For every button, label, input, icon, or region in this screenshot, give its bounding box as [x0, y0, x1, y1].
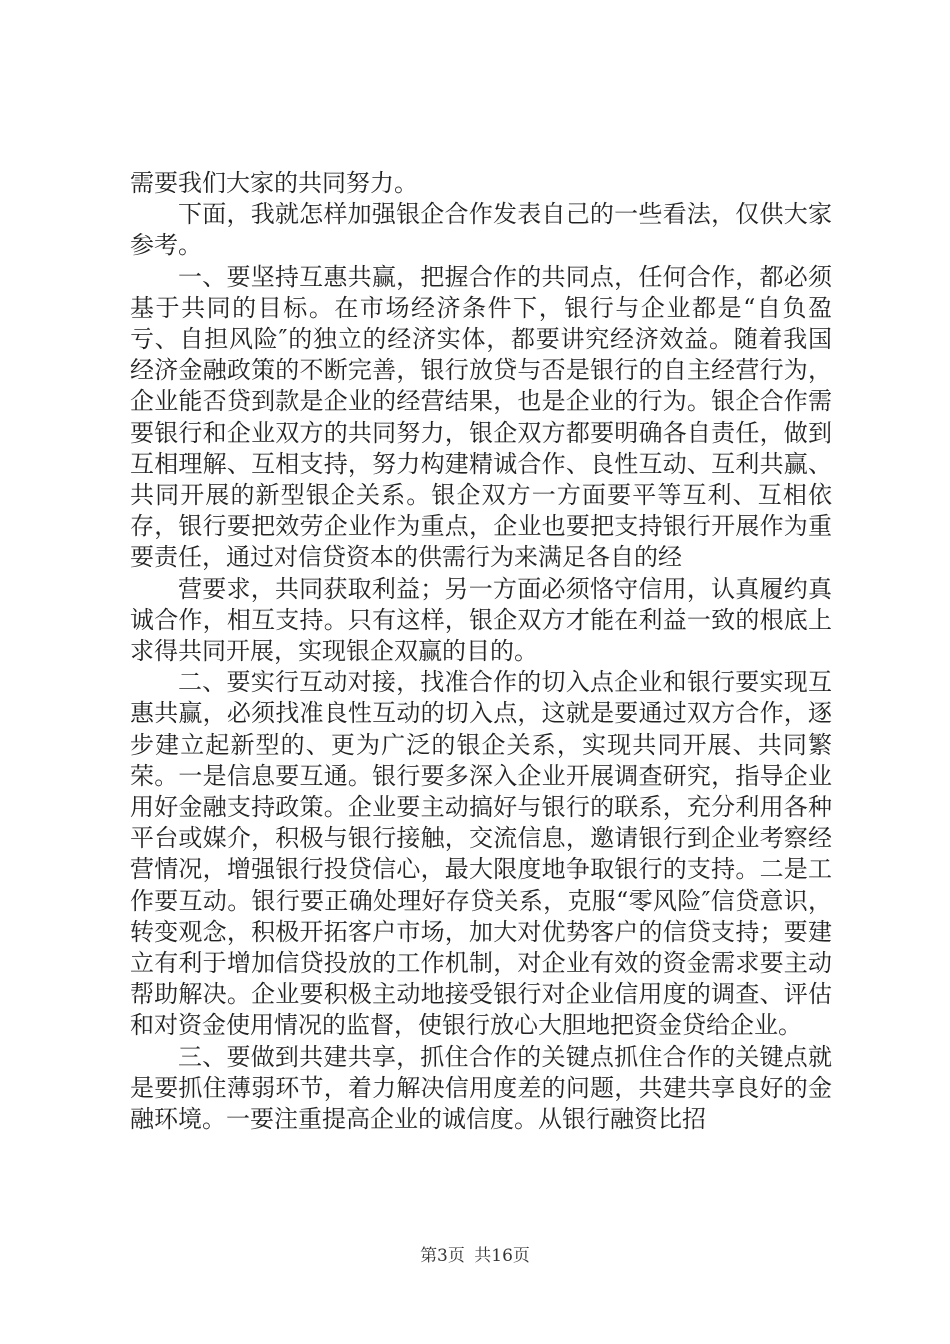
paragraph-section-two: 二、要实行互动对接，找准合作的切入点企业和银行要实现互惠共赢，必须找准良性互动的切入点，这就是要通过双方合作，逐步建立起新型的、更为广泛的银企关系，实现共同开展、共同繁荣。一是信息要互通。银行要多深入企业开展调查研究，指导企业用好金融支持政策。企业要主动搞好与银行的联系，充分利用各种平台或媒介，积极与银行接触，交流信息，邀请银行到企业考察经营情况，增强银行投贷信心，最大限度地争取银行的支持。二是工作要互动。银行要正确处理好存贷关系，克服“零风险″信贷意识，转变观念，积极开拓客户市场，加大对优势客户的信贷支持；要建立有利于增加信贷投放的工作机制，对企业有效的资金需求要主动帮助解决。企业要积极主动地接受银行对企业信用度的调查、评估和对资金使用情况的监督，使银行放心大胆地把资金贷给企业。 [130, 668, 832, 1040]
paragraph-section-three: 三、要做到共建共享，抓住合作的关键点抓住合作的关键点就是要抓住薄弱环节，着力解决信用度差的问题，共建共享良好的金融环境。一要注重提高企业的诚信度。从银行融资比招 [130, 1042, 832, 1134]
paragraph-section-one-continued: 营要求，共同获取利益；另一方面必须恪守信用，认真履约真诚合作，相互支持。只有这样，银企双方才能在利益一致的根底上求得共同开展，实现银企双赢的目的。 [130, 574, 832, 666]
paragraph-section-one: 一、要坚持互惠共赢，把握合作的共同点，任何合作，都必须基于共同的目标。在市场经济条件下，银行与企业都是“自负盈亏、自担风险″的独立的经济实体，都要讲究经济效益。随着我国经济金融政策的不断完善，银行放贷与否是银行的自主经营行为，企业能否贷到款是企业的经营结果，也是企业的行为。银企合作需要银行和企业双方的共同努力，银企双方都要明确各自责任，做到互相理解、互相支持，努力构建精诚合作、良性互动、互利共赢、共同开展的新型银企关系。银企双方一方面要平等互利、互相依存，银行要把效劳企业作为重点，企业也要把支持银行开展作为重要责任，通过对信贷资本的供需行为来满足各自的经 [130, 262, 832, 572]
page-footer [0, 1241, 950, 1266]
page-total: 共16页 [474, 1246, 530, 1266]
paragraph-continuation: 需要我们大家的共同努力。 [130, 169, 418, 197]
page-number: 第3页 [420, 1246, 465, 1266]
paragraph-intro: 下面，我就怎样加强银企合作发表自己的一些看法，仅供大家参考。 [130, 200, 832, 260]
document-body [130, 168, 832, 1135]
